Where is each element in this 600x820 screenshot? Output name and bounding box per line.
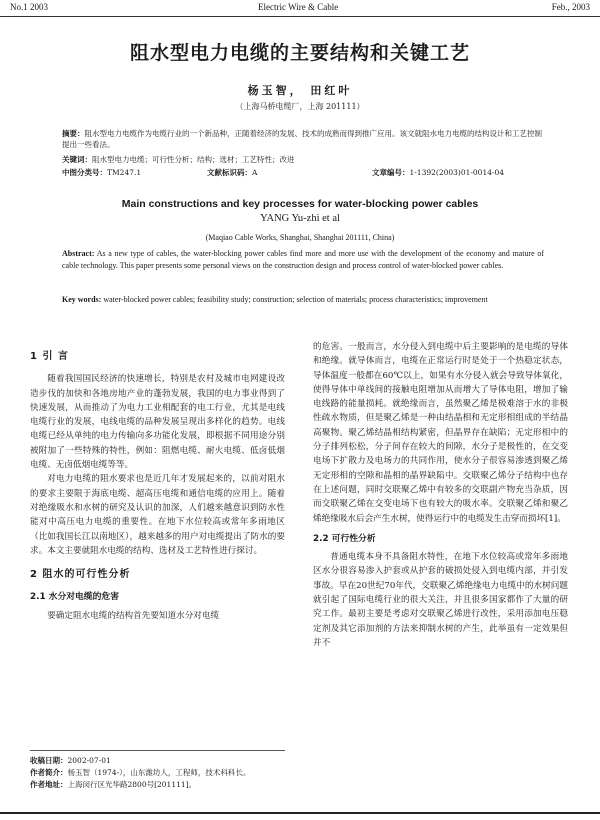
- paragraph: 对电力电缆的阻水要求也是近几年才发展起来的，以前对阻水的要求主要限于海底电缆、超高压电缆和通信电缆的应用上。随着对绝缘吸水和水树的研究及认识的加深，人们越来越意识到防水性能对中高压电力电缆的重要性。在地下水位较高或常年多雨地区（比如我国长江以南地区），越来越多的用户对电缆提出了防水的要求。本文主要就阻水电缆的结构、选材及工艺特性进行探讨。: [30, 474, 285, 556]
- author-bio: 杨玉智（1974-），山东潍坊人，工程师，技术科科长。: [67, 768, 251, 777]
- journal-name: Electric Wire & Cable: [258, 2, 339, 12]
- english-abstract-text: As a new type of cables, the water-blocking power cables find more and more use with the development of the economy and mature of cable technology. This paper presents some personal views on the construction design and process control of water-blocked power cables.: [62, 249, 545, 270]
- footnote: [30, 750, 285, 791]
- english-keywords-label: Key words:: [62, 295, 102, 304]
- chinese-abstract: [62, 128, 542, 150]
- clc-label: 中图分类号：: [62, 168, 107, 177]
- paragraph: 随着我国国民经济的快速增长，特别是农村及城市电网建设改造步伐的加快和各地房地产业的蓬勃发展，我国的电力事业得到了快速发展，从而推动了为电力工业相配套的电工行业，尤其是电线电缆行业的发展，电线电缆的品种发展呈现出多样化的趋势。电线电缆已经从单纯的电力传输向多功能化发展，即根据不同用途分别被附加了一些特殊的特性，例如：阻燃电缆、耐火电缆、低卤低烟电缆、无卤低烟电缆等等。: [30, 374, 285, 471]
- section-1-heading: 1 引 言: [30, 351, 69, 362]
- english-keywords: [62, 294, 544, 306]
- doc-code-label: 文献标识码：: [207, 168, 252, 177]
- clc-value: TM247.1: [107, 168, 142, 177]
- received-date: 2002-07-01: [67, 756, 111, 765]
- paragraph: 的危害。一般而言，水分侵入到电缆中后主要影响的是电缆的导体和绝缘。就导体而言，电缆在正常运行时是处于一个热稳定状态，导体温度一般都在60℃以上，如果有水分侵入就会导致导体氧化，使得导体中单线间的接触电阻增加从而增大了导体电阻，增加了输电线路的能量损耗。就绝缘而言，虽然聚乙烯是极难溶于水的非极性疏水物质，但是聚乙烯是一种由结晶相和无定形相组成的半结晶高聚物。聚乙烯结晶相结构紧密，但晶界存在缺陷；无定形相中的分子排列松松，分子间存在较大的间隙，水分子是极性的，在交变电场下扩散力及电场力的共同作用，使水分子很容易渗透到聚乙烯无定形相的空隙和晶相的晶界缺陷中。交联聚乙烯分子结构中也存在上述问题，同时交联聚乙烯中有较多的交联副产物充当杂质，因而交联聚乙烯在交变电场下也有较大的吸水率。交联聚乙烯和聚乙烯绝缘吸水后会产生水树，使得运行中的电缆发生击穿而损坏[1]。: [313, 342, 568, 524]
- classification-row: [62, 167, 542, 178]
- english-abstract: [62, 248, 544, 272]
- received-label: 收稿日期：: [30, 756, 68, 765]
- section-2-2-heading: 2.2 可行性分析: [313, 533, 376, 544]
- issue-date: Feb., 2003: [551, 2, 590, 12]
- english-title: Main constructions and key processes for water-blocking power cables: [121, 198, 479, 210]
- english-affiliation: (Maqiao Cable Works, Shanghai, Shanghai 201111, China): [205, 233, 395, 242]
- keywords-label: 关键词：: [62, 155, 92, 164]
- doc-code-value: A: [252, 168, 258, 177]
- issue-number: No.1 2003: [10, 2, 48, 12]
- abstract-label: 摘要：: [62, 129, 85, 138]
- paragraph: 普通电缆本身不具备阻水特性，在地下水位较高或常年多雨地区水分很容易渗入护套或从护套的破损处侵入到电缆内部，并引发事故。早在20世纪70年代，交联聚乙烯绝缘电力电缆中的水树问题就引起了国际电缆行业的很大关注，并且很多国家都作了大量的研究工作。最初主要是考虑对交联聚乙烯进行改性，采用添加电压稳定剂及其它添加剂的方法来抑制水树的产生，此举虽有一定效果但并不: [313, 552, 568, 648]
- section-2-1-heading: 2.1 水分对电缆的危害: [30, 592, 120, 603]
- chinese-keywords: [62, 154, 542, 165]
- paragraph: 要确定阻水电缆的结构首先要知道水分对电缆: [47, 610, 220, 621]
- author-address: 上海闵行区光华路2800号[201111]。: [67, 780, 197, 789]
- keywords-text: 阻水型电力电缆；可行性分析；结构；选材；工艺特性；改进: [92, 155, 295, 164]
- bottom-rule: [0, 812, 600, 814]
- english-abstract-label: Abstract:: [62, 249, 95, 258]
- section-2-heading: 2 阻水的可行性分析: [30, 569, 131, 581]
- article-no-label: 文章编号：: [372, 168, 410, 177]
- english-keywords-text: water-blocked power cables; feasibility study; construction; selection of materials; process characteristics; improvement: [103, 295, 488, 304]
- english-author: YANG Yu-zhi et al: [260, 213, 340, 224]
- address-label: 作者地址：: [30, 780, 68, 789]
- abstract-text: 阻水型电力电缆作为电缆行业的一个新品种，正随着经济的发展、技术的成熟而得到推广应用。该文就阻水电力电缆的结构设计和工艺控制提出一些看法。: [62, 129, 542, 149]
- authors: 杨玉智， 田红叶: [247, 84, 353, 97]
- left-column: [30, 340, 285, 623]
- right-column: [313, 340, 568, 650]
- bio-label: 作者简介：: [30, 768, 68, 777]
- article-title: 阻水型电力电缆的主要结构和关键工艺: [129, 42, 470, 64]
- article-no-value: 1-1392(2003)01-0014-04: [409, 168, 505, 177]
- affiliation: （上海马桥电缆厂，上海 201111）: [235, 102, 365, 111]
- running-header: [0, 0, 600, 17]
